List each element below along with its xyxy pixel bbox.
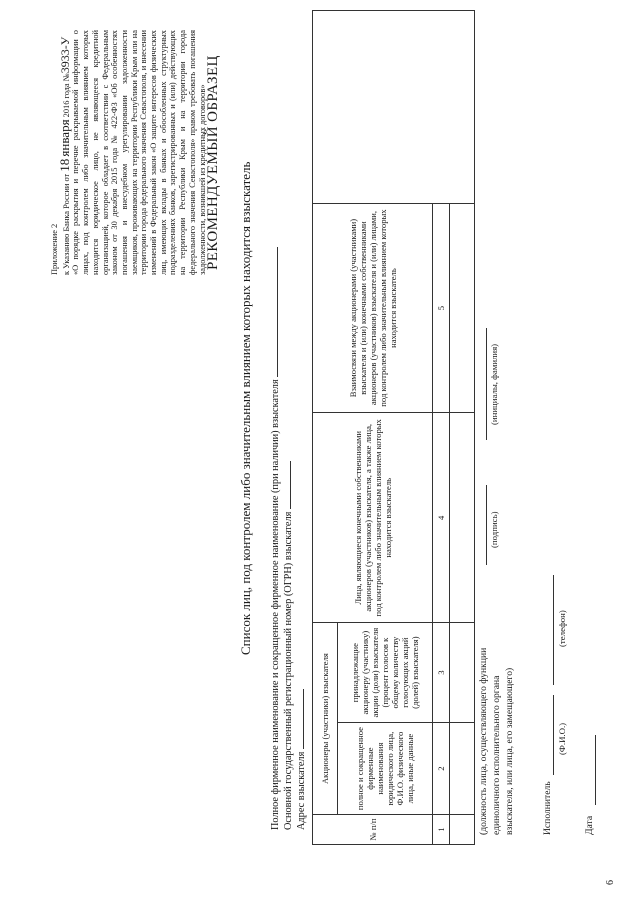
field-address-label: Адрес взыскателя bbox=[296, 751, 307, 830]
appendix-label: Приложение 2 bbox=[50, 223, 59, 275]
initials-line bbox=[486, 328, 487, 440]
table-cell bbox=[450, 623, 475, 723]
signature-line bbox=[486, 485, 487, 565]
header-number: № п/п bbox=[313, 815, 433, 845]
field-company-name bbox=[268, 247, 281, 830]
signatory-position-line1: (должность лица, осуществляющего функции bbox=[478, 647, 489, 835]
field-company-name-blank bbox=[268, 247, 278, 377]
table-cell bbox=[450, 723, 475, 815]
field-address bbox=[294, 689, 307, 830]
signature-caption: (подпись) bbox=[489, 511, 499, 548]
table-cell bbox=[450, 413, 475, 623]
appendix-body: «О порядке раскрытия и перечне раскрываемой информации о лицах, под контролем либо значительным влиянием которых находится юридическое лицо, не являющееся кредитной организацией, которое обладает в соответствии с Федеральным законом от 30 декабря 2015 года № 422-ФЗ «Об особенностях погашения и внесудебном урегулировании задолженности заемщиков, проживающих на территории Республики Крым или на территории города федерального значения Севастополя, и внесении изменений в Федеральный закон «О защите интересов физических лиц, имеющих вклады в банках и обособленных структурных подразделениях банков, зарегистрированных и (или) действующих на территории Республики Крым и на территории города федерального значения Севастополя» правом требовать погашения задолженности, возникшей из кредитных договоров» bbox=[71, 30, 207, 275]
header-relations: Взаимосвязи между акционерами (участниками) взыскателя и (или) конечными собственниками акционеров (участников) взыскателя и (или) лицами, под контролем либо значительным влиянием которых находится взыскатель bbox=[313, 203, 433, 413]
table-cell bbox=[450, 203, 475, 413]
signatory-position-line2: единоличного исполнительного органа bbox=[491, 675, 502, 835]
header-shareholders: Акционеры (участники) взыскателя bbox=[313, 623, 338, 815]
executor-label: Исполнитель bbox=[542, 781, 553, 835]
document-title: Список лиц, под контролем либо значительным влиянием которых находится взыскатель bbox=[238, 161, 253, 655]
fio-caption: (Ф.И.О.) bbox=[557, 722, 567, 755]
signatory-position-line3: взыскателя, или лица, его замещающего) bbox=[504, 667, 515, 835]
date-label: Дата bbox=[584, 815, 595, 835]
phone-caption: (телефон) bbox=[557, 610, 567, 647]
column-number-3: 3 bbox=[433, 623, 450, 723]
decree-number: 3933-У bbox=[57, 36, 72, 74]
column-number-2: 2 bbox=[433, 723, 450, 815]
page-number: 6 bbox=[605, 880, 616, 885]
shareholders-table bbox=[312, 10, 475, 845]
column-number-1: 1 bbox=[433, 815, 450, 845]
recommended-sample-stamp: РЕКОМЕНДУЕМЫЙ ОБРАЗЕЦ bbox=[205, 55, 221, 270]
phone-line bbox=[553, 575, 554, 685]
field-address-blank bbox=[294, 689, 304, 749]
decree-month: января bbox=[56, 119, 72, 157]
field-ogrn bbox=[281, 461, 294, 830]
executor-name-line bbox=[553, 695, 554, 775]
decree-day: 18 bbox=[56, 158, 72, 172]
header-shareholder-name: полное и сокращенное фирменные наименования юридического лица, Ф.И.О. физического лица, иные данные bbox=[338, 723, 433, 815]
field-ogrn-blank bbox=[281, 461, 291, 509]
initials-caption: (инициалы, фамилия) bbox=[489, 343, 499, 425]
table-cell bbox=[450, 815, 475, 845]
column-number-5: 5 bbox=[433, 203, 450, 413]
field-company-name-label: Полное фирменное наименование и сокращенное фирменное наименование (при наличии) взыскателя bbox=[270, 379, 281, 830]
header-shareholder-share: принадлежащие акционеру (участнику) акции (доли) взыскателя (процент голосов к общему количеству голосующих акций (долей) взыскателя) bbox=[338, 623, 433, 723]
appendix-reference: к Указанию Банка России от 18 января 2016 года №3933-У bbox=[56, 36, 72, 275]
appendix-header bbox=[50, 30, 207, 275]
header-beneficiaries: Лица, являющиеся конечными собственниками акционеров (участников) взыскателя, а также лица, под контролем либо значительным влиянием которых находится взыскатель bbox=[313, 413, 433, 623]
date-line bbox=[595, 735, 596, 805]
field-ogrn-label: Основной государственный регистрационный номер (ОГРН) взыскателя bbox=[283, 511, 294, 830]
table-blank-column bbox=[313, 11, 475, 204]
column-number-4: 4 bbox=[433, 413, 450, 623]
